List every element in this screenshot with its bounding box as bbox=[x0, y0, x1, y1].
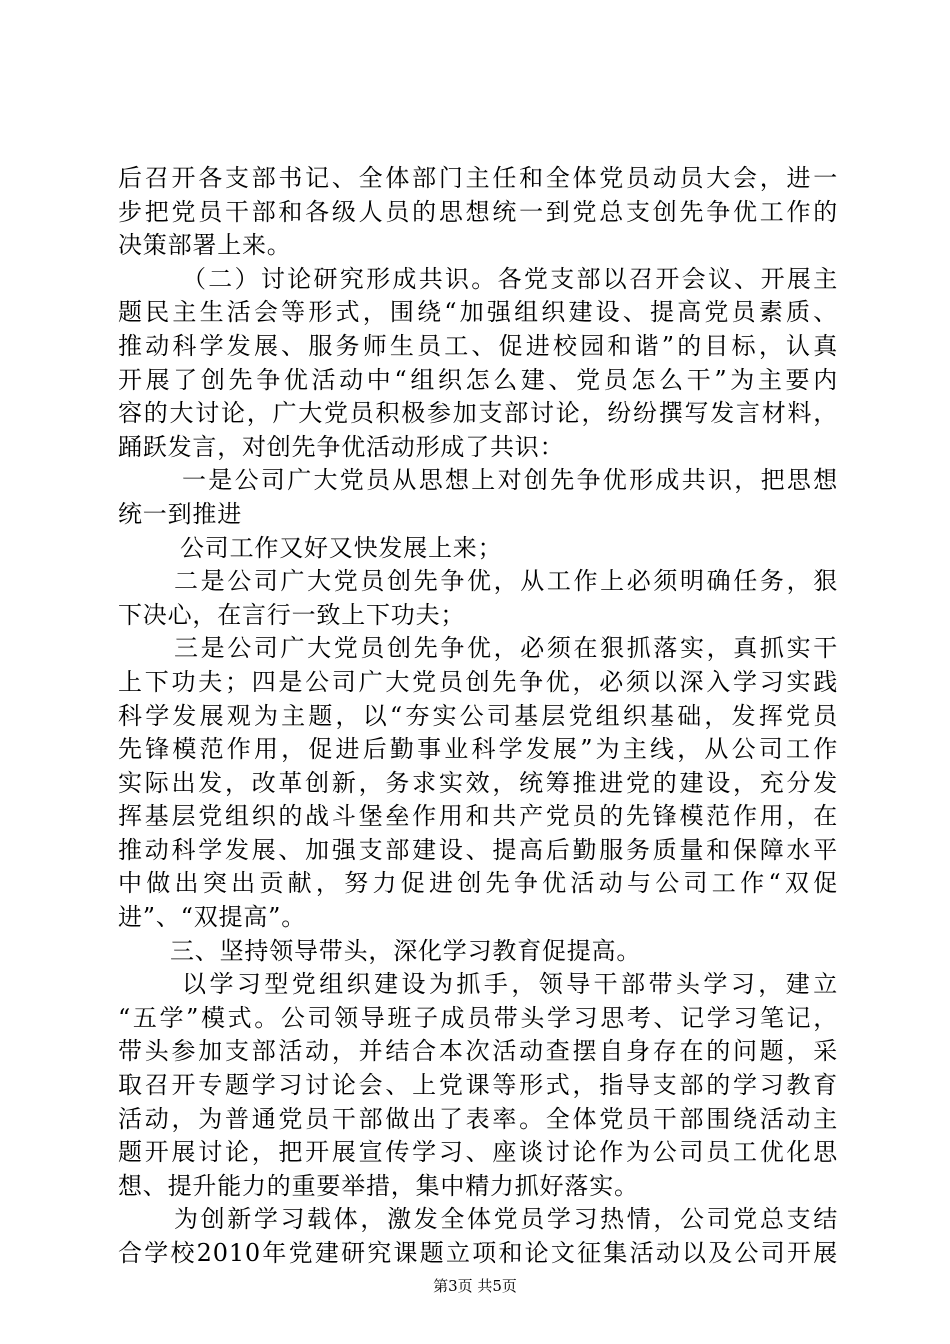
text-line: 推动科学发展、加强支部建设、提高后勤服务质量和保障水平 bbox=[118, 835, 838, 864]
text-line: 三是公司广大党员创先争优，必须在狠抓落实，真抓实干 bbox=[174, 634, 838, 663]
text-line: 后召开各支部书记、全体部门主任和全体党员动员大会，进一 bbox=[118, 164, 838, 192]
text-line: （二）讨论研究形成共识。各党支部以召开会议、开展主 bbox=[182, 264, 838, 293]
text-line: 取召开专题学习讨论会、上党课等形式，指导支部的学习教育 bbox=[118, 1071, 838, 1100]
text-line: 二是公司广大党员创先争优，从工作上必须明确任务，狠 bbox=[174, 567, 838, 596]
text-line: 步把党员干部和各级人员的思想统一到党总支创先争优工作的 bbox=[118, 197, 838, 226]
text-line: 合学校2010年党建研究课题立项和论文征集活动以及公司开展 bbox=[118, 1239, 838, 1267]
text-line: 中做出突出贡献，努力促进创先争优活动与公司工作“双促 bbox=[118, 869, 838, 898]
text-line: 踊跃发言，对创先争优活动形成了共识： bbox=[118, 432, 565, 461]
text-line: 开展了创先争优活动中“组织怎么建、党员怎么干”为主要内 bbox=[118, 365, 838, 394]
text-line: 为创新学习载体，激发全体党员学习热情，公司党总支结 bbox=[174, 1205, 838, 1234]
text-line: 公司工作又好又快发展上来； bbox=[180, 533, 503, 562]
text-line: 进”、“双提高”。 bbox=[118, 903, 307, 932]
text-line: 下决心，在言行一致上下功夫； bbox=[118, 600, 466, 629]
text-line: 想、提升能力的重要举措，集中精力抓好落实。 bbox=[118, 1171, 639, 1200]
page-footer: 第3页 共5页 bbox=[433, 1277, 517, 1295]
text-line: 题民主生活会等形式，围绕“加强组织建设、提高党员素质、 bbox=[118, 298, 838, 327]
text-line: 题开展讨论，把开展宣传学习、座谈讨论作为公司员工优化思 bbox=[118, 1138, 838, 1167]
text-line: 统一到推进 bbox=[118, 499, 242, 528]
text-line: 容的大讨论，广大党员积极参加支部讨论，纷纷撰写发言材料， bbox=[118, 399, 838, 428]
text-line: “五学”模式。公司领导班子成员带头学习思考、记学习笔记， bbox=[118, 1003, 838, 1032]
text-line: 以学习型党组织建设为抓手，领导干部带头学习，建立 bbox=[182, 970, 838, 999]
body-text bbox=[118, 162, 838, 1271]
text-line: 决策部署上来。 bbox=[118, 231, 292, 260]
text-line: 先锋模范作用，促进后勤事业科学发展”为主线，从公司工作 bbox=[118, 735, 838, 764]
text-line: 科学发展观为主题，以“夯实公司基层党组织基础，发挥党员 bbox=[118, 701, 838, 730]
text-line: 上下功夫；四是公司广大党员创先争优，必须以深入学习实践 bbox=[118, 667, 838, 696]
section-heading: 三、坚持领导带头，深化学习教育促提高。 bbox=[170, 936, 642, 965]
text-line: 活动，为普通党员干部做出了表率。全体党员干部围绕活动主 bbox=[118, 1104, 838, 1133]
text-line: 一是公司广大党员从思想上对创先争优形成共识，把思想 bbox=[182, 466, 838, 495]
text-line: 挥基层党组织的战斗堡垒作用和共产党员的先锋模范作用，在 bbox=[118, 802, 838, 831]
text-line: 带头参加支部活动，并结合本次活动查摆自身存在的问题，采 bbox=[118, 1037, 838, 1066]
text-line: 推动科学发展、服务师生员工、促进校园和谐”的目标，认真 bbox=[118, 331, 838, 360]
text-line: 实际出发，改革创新，务求实效，统筹推进党的建设，充分发 bbox=[118, 768, 838, 797]
